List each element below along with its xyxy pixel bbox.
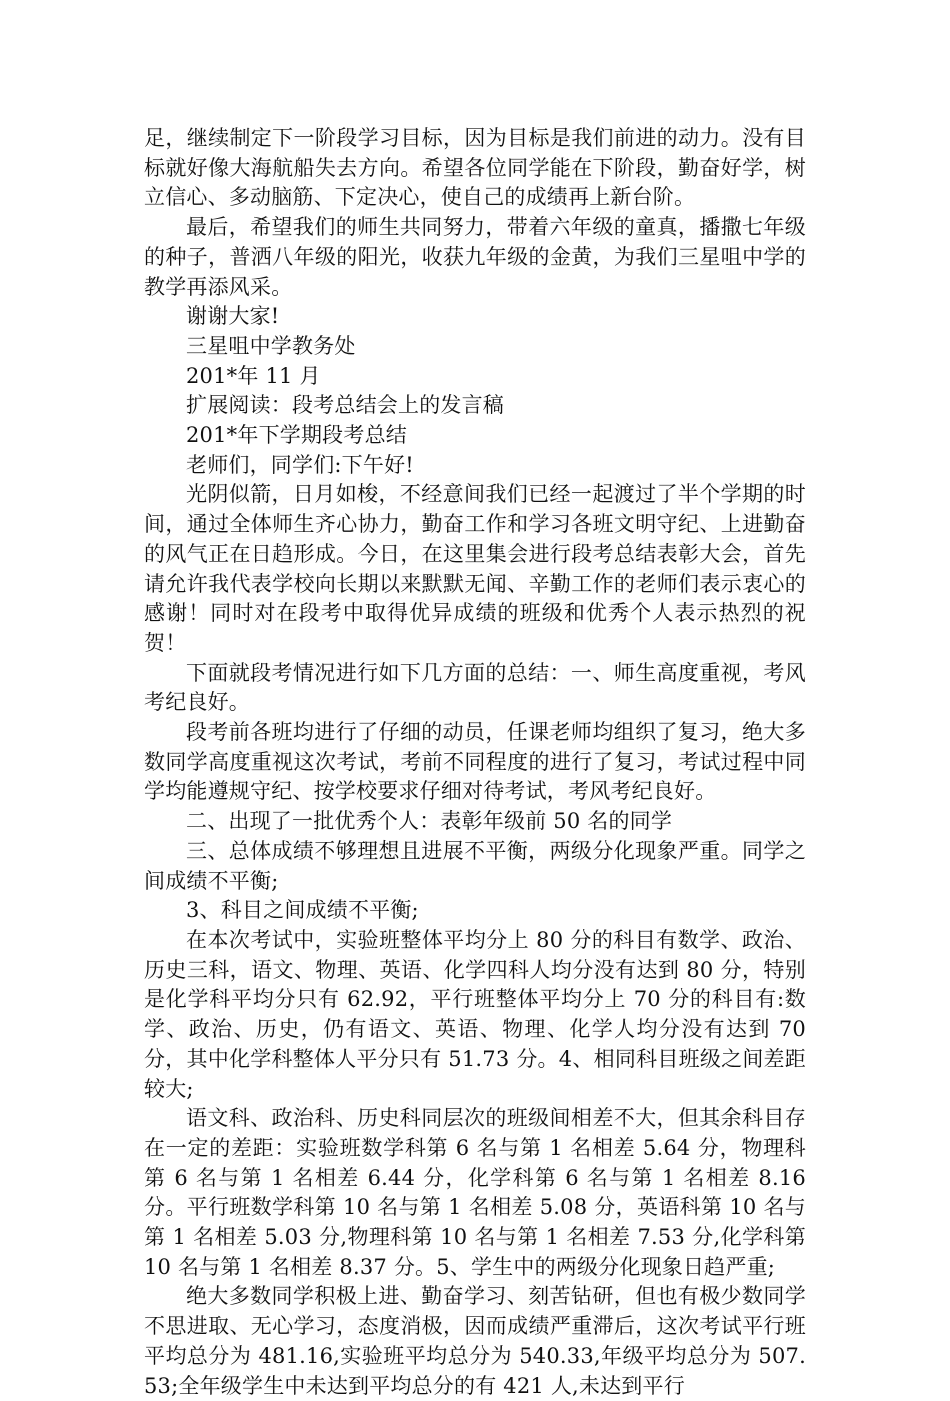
greeting: 老师们，同学们:下午好! <box>186 452 414 477</box>
paragraph: 三、总体成绩不够理想且进展不平衡，两级分化现象严重。同学之间成绩不平衡; <box>144 838 806 893</box>
paragraph: 足，继续制定下一阶段学习目标，因为目标是我们前进的动力。没有目标就好像大海航船失去方向。希望各位同学能在下阶段，勤奋好学，树立信心、多动脑筋、下定决心，使自己的成绩再上新台阶。 <box>144 126 806 210</box>
paragraph: 在本次考试中，实验班整体平均分上 80 分的科目有数学、政治、历史三科，语文、物理、英语、化学四科人均分没有达到 80 分，特别是化学科平均分只有 62.92，平行班整体平均分上 70 分的科目有:数学、政治、历史，仍有语文、英语、物理、化学人均分没有达到 70 分，其中化学科整体人平分只有 51.73 分。4、相同科目班级之间差距较大; <box>144 927 806 1101</box>
document-body <box>144 124 806 1401</box>
signature-office: 三星咀中学教务处 <box>186 333 356 358</box>
closing-thanks: 谢谢大家! <box>186 304 280 329</box>
paragraph: 绝大多数同学积极上进、勤奋学习、刻苦钻研，但也有极少数同学不思进取、无心学习，态度消极，因而成绩严重滞后，这次考试平行班平均总分为 481.16,实验班平均总分为 540.33,年级平均总分为 507.53;全年级学生中未达到平均总分的有 421 人,未达到平行 <box>144 1284 806 1398</box>
paragraph: 下面就段考情况进行如下几方面的总结：一、师生高度重视，考风考纪良好。 <box>144 660 806 715</box>
paragraph: 光阴似箭，日月如梭，不经意间我们已经一起渡过了半个学期的时间，通过全体师生齐心协力，勤奋工作和学习各班文明守纪、上进勤奋的风气正在日趋形成。今日，在这里集会进行段考总结表彰大会，首先请允许我代表学校向长期以来默默无闻、辛勤工作的老师们表示衷心的感谢！同时对在段考中取得优异成绩的班级和优秀个人表示热烈的祝贺！ <box>144 482 806 655</box>
paragraph: 3、科目之间成绩不平衡; <box>186 898 419 923</box>
signature-date: 201*年 11 月 <box>186 363 321 388</box>
paragraph: 段考前各班均进行了仔细的动员，任课老师均组织了复习，绝大多数同学高度重视这次考试，考前不同程度的进行了复习，考试过程中同学均能遵规守纪、按学校要求仔细对待考试，考风考纪良好。 <box>144 720 806 804</box>
paragraph: 二、出现了一批优秀个人：表彰年级前 50 名的同学 <box>186 809 673 834</box>
section-title: 201*年下学期段考总结 <box>186 423 407 448</box>
paragraph: 最后，希望我们的师生共同努力，带着六年级的童真，播撒七年级的种子，普洒八年级的阳光，收获九年级的金黄，为我们三星咀中学的教学再添风采。 <box>144 215 806 299</box>
paragraph: 语文科、政治科、历史科同层次的班级间相差不大，但其余科目存在一定的差距：实验班数学科第 6 名与第 1 名相差 5.64 分，物理科第 6 名与第 1 名相差 6.44 分，化学科第 6 名与第 1 名相差 8.16 分。平行班数学科第 10 名与第 1 名相差 5.08 分，英语科第 10 名与第 1 名相差 5.03 分,物理科第 10 名与第 1 名相差 7.53 分,化学科第 10 名与第 1 名相差 8.37 分。5、学生中的两级分化现象日趋严重; <box>144 1106 806 1279</box>
extended-reading-title: 扩展阅读：段考总结会上的发言稿 <box>186 393 504 418</box>
